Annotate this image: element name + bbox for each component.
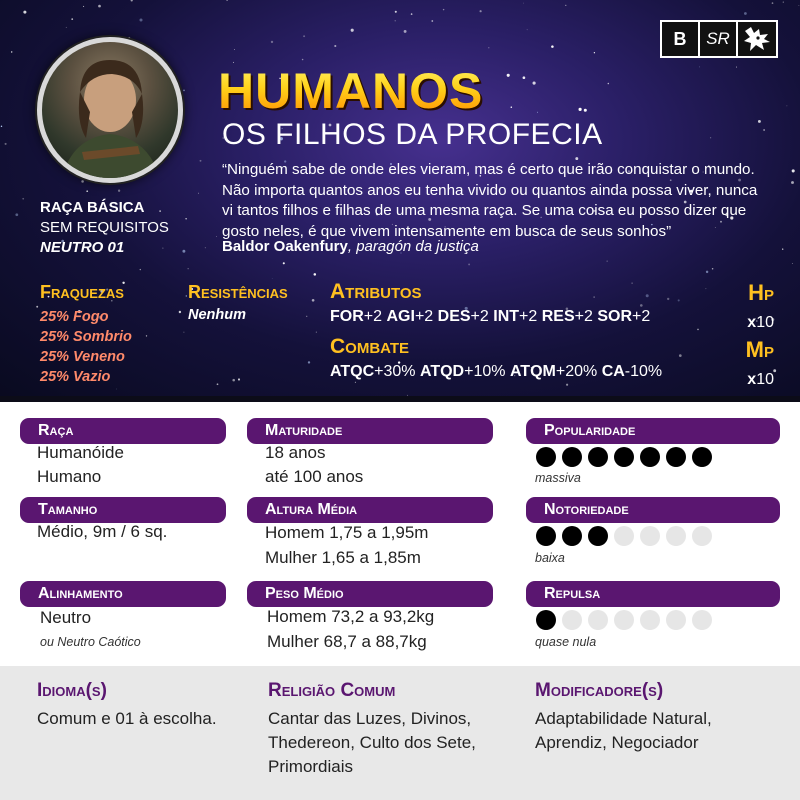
star-dot [271,41,273,43]
star-dot [200,160,202,162]
maturidade-value-1: 18 anos [265,443,326,462]
combat-stat-mod: +20% [555,363,598,380]
mp-heading: Mp [745,337,774,362]
alinhamento-note: ou Neutro Caótico [40,635,141,649]
race-alignment-tag: NEUTRO 01 [40,239,125,256]
attr-name: INT [493,308,520,325]
rating-dot-empty [666,526,686,546]
star-dot [395,11,397,13]
attr-mod: +2 [632,308,651,325]
modificadores-heading: Modificadore(s) [535,680,664,701]
race-requirements: SEM REQUISITOS [40,219,169,236]
raca-value-1: Humanóide [37,443,124,462]
raca-value-2: Humano [37,467,102,486]
popularidade-note: massiva [535,471,581,485]
idioma-value: Comum e 01 à escolha. [37,709,217,728]
star-dot [198,193,199,194]
rating-dot-filled [536,447,556,467]
star-dot [584,109,587,112]
star-dot [763,129,765,131]
notoriedade-rating [536,526,712,546]
star-dot [314,273,317,276]
star-dot [551,45,554,48]
star-dot [272,278,273,279]
notoriedade-note: baixa [535,551,565,565]
star-dot [507,74,510,77]
mp-prefix: x [747,371,757,388]
attr-name: RES [541,308,575,325]
combat-line [330,363,710,381]
hp-multiplier [724,314,774,332]
attributes-line [330,308,690,326]
star-dot [15,213,18,216]
attr-mod: +2 [574,308,593,325]
attr-mod: +2 [519,308,538,325]
hp-value: 10 [756,314,774,331]
star-dot [86,190,88,192]
star-dot [98,5,101,8]
idioma-heading: Idioma(s) [37,680,107,701]
star-dot [351,29,354,32]
rating-dot-empty [640,526,660,546]
mp-value: 10 [756,371,774,388]
combat-heading: Combate [330,335,410,358]
star-dot [782,248,783,249]
star-dot [792,169,795,172]
star-dot [736,67,737,68]
star-dot [565,5,566,6]
star-dot [699,67,700,68]
star-dot [706,271,708,273]
race-tier: RAÇA BÁSICA [40,199,145,216]
star-dot [302,59,304,61]
weakness-item: 25% Vazio [40,369,111,385]
lore-quote: “Ninguém sabe de onde eles vieram, mas é certo que irão conquistar o mundo. Não importa quantos anos eu tenha vivido ou quantos ainda possa viver, nunca vi tantos filhos e filhas de uma mesma raça. Se uma coisa eu posso dizer que gosto neles, é que vivem intensamente em busca de seus sonhos” [222,161,758,240]
star-dot [523,3,524,4]
star-dot [566,384,568,386]
combat-stat-name: ATQC [330,363,375,380]
star-dot [511,106,513,108]
publisher-logo [660,20,778,58]
star-dot [1,126,2,127]
religiao-value: Cantar das Luzes, Divinos, Thedereon, Culto dos Sete, Primordiais [268,709,476,776]
star-dot [66,27,67,28]
star-dot [533,82,536,85]
hp-block [724,280,774,332]
popularidade-rating [536,447,712,467]
star-dot [308,361,310,363]
peso-value-2: Mulher 68,7 a 88,7kg [267,632,427,651]
combat-stat-name: ATQD [419,363,465,380]
star-dot [238,378,240,380]
star-dot [758,120,761,123]
attr-mod: +2 [363,308,383,325]
resistances-value: Nenhum [188,307,246,323]
weaknesses-heading: Fraquezas [40,282,124,302]
attr-name: SOR [597,308,633,325]
rating-dot-filled [614,447,634,467]
rating-dot-filled [562,447,582,467]
weakness-item: 25% Fogo [40,309,109,325]
star-dot [527,29,528,30]
star-dot [71,18,73,20]
star-dot [118,190,120,192]
repulsa-label: Repulsa [526,581,780,607]
race-subtitle: OS FILHOS DA PROFECIA [222,118,603,151]
star-dot [443,9,444,10]
rating-dot-filled [562,526,582,546]
star-dot [799,5,800,6]
repulsa-rating [536,610,712,630]
star-dot [355,382,356,383]
combat-stat-mod: +10% [464,363,506,380]
rating-dot-empty [692,610,712,630]
quote-author-title: , paragón da justiça [347,238,479,255]
star-dot [283,262,285,264]
star-dot [395,20,396,21]
rating-dot-empty [562,610,582,630]
peso-value-1: Homem 73,2 a 93,2kg [267,607,435,626]
star-dot [488,47,489,48]
alinhamento-value: Neutro [40,608,92,627]
attr-name: DES [437,308,471,325]
star-dot [783,2,784,3]
rating-dot-filled [536,526,556,546]
resistances-heading: Resistências [188,282,288,302]
combat-stat-mod: +30% [374,363,416,380]
star-dot [140,269,141,270]
mp-multiplier [724,371,774,389]
peso-label: Peso Médio [247,581,493,607]
race-title: HUMANOS [218,63,484,119]
rating-dot-filled [588,447,608,467]
star-dot [303,35,305,37]
star-dot [131,0,133,2]
star-dot [579,108,582,111]
star-dot [607,261,608,262]
religiao-heading: Religião Comum [268,680,396,701]
star-dot [83,6,84,7]
header-bottom-border [0,396,800,402]
rating-dot-empty [588,610,608,630]
rating-dot-filled [536,610,556,630]
race-type-block [40,198,210,258]
star-dot [523,76,526,79]
rating-dot-empty [692,526,712,546]
alinhamento-label: Alinhamento [20,581,226,607]
altura-value-1: Homem 1,75 a 1,95m [265,523,429,542]
modificadores-value: Adaptabilidade Natural, Aprendiz, Negociador [535,709,712,752]
rating-dot-filled [588,526,608,546]
star-dot [316,332,317,333]
tamanho-value: Médio, 9m / 6 sq. [37,522,168,541]
star-dot [11,51,12,52]
resistances-block [188,282,328,323]
maturidade-label: Maturidade [247,418,493,444]
notoriedade-label: Notoriedade [526,497,780,523]
star-dot [188,268,189,269]
star-dot [411,13,413,15]
hp-heading: Hp [748,280,774,305]
altura-label: Altura Média [247,497,493,523]
star-dot [594,52,595,53]
wolf-head-icon [738,22,776,56]
star-dot [706,288,707,289]
star-dot [712,268,714,270]
star-dot [537,112,538,113]
star-dot [81,180,84,183]
attr-mod: +2 [414,308,434,325]
repulsa-note: quase nula [535,635,597,649]
rating-dot-empty [666,610,686,630]
star-dot [183,90,185,92]
altura-value-2: Mulher 1,65 a 1,85m [265,548,421,567]
popularidade-label: Popularidade [526,418,780,444]
attributes-heading: Atributos [330,280,422,303]
star-dot [791,181,794,184]
attributes-block [330,280,690,326]
quote-attribution [222,238,479,255]
logo-sr: SR [700,22,738,56]
rating-dot-empty [614,526,634,546]
star-dot [226,0,228,1]
weakness-item: 25% Veneno [40,349,125,365]
star-dot [139,18,142,21]
rating-dot-empty [614,610,634,630]
star-dot [710,137,711,138]
mp-block [724,337,774,389]
quote-author: Baldor Oakenfury [222,238,348,255]
star-dot [23,11,26,14]
star-dot [234,49,235,50]
rating-dot-filled [640,447,660,467]
attr-name: FOR [330,308,364,325]
maturidade-value-2: até 100 anos [265,467,364,486]
star-dot [697,329,699,331]
star-dot [22,198,24,200]
raca-label: Raça [20,418,226,444]
weakness-item: 25% Sombrio [40,329,132,345]
attr-mod: +2 [470,308,489,325]
combat-block [330,335,710,381]
star-dot [792,263,793,264]
star-dot [744,12,747,15]
star-dot [772,2,774,4]
star-dot [5,143,7,145]
combat-stat-name: ATQM [509,363,556,380]
star-dot [217,383,219,385]
star-dot [608,83,610,85]
logo-b: B [662,22,700,56]
star-dot [216,236,217,237]
rating-dot-filled [666,447,686,467]
weaknesses-block [40,282,190,387]
star-dot [232,379,235,382]
star-dot [334,45,336,47]
hp-prefix: x [747,314,757,331]
rating-dot-empty [640,610,660,630]
combat-stat-name: CA [601,363,625,380]
star-dot [787,106,788,107]
star-dot [116,389,117,390]
star-dot [480,10,482,12]
character-portrait [37,37,183,183]
rating-dot-filled [692,447,712,467]
star-dot [468,263,470,265]
tamanho-label: Tamanho [20,497,226,523]
star-dot [404,30,407,33]
attr-name: AGI [386,308,415,325]
star-dot [36,306,38,308]
combat-stat-mod: -10% [624,363,663,380]
star-dot [431,20,433,22]
